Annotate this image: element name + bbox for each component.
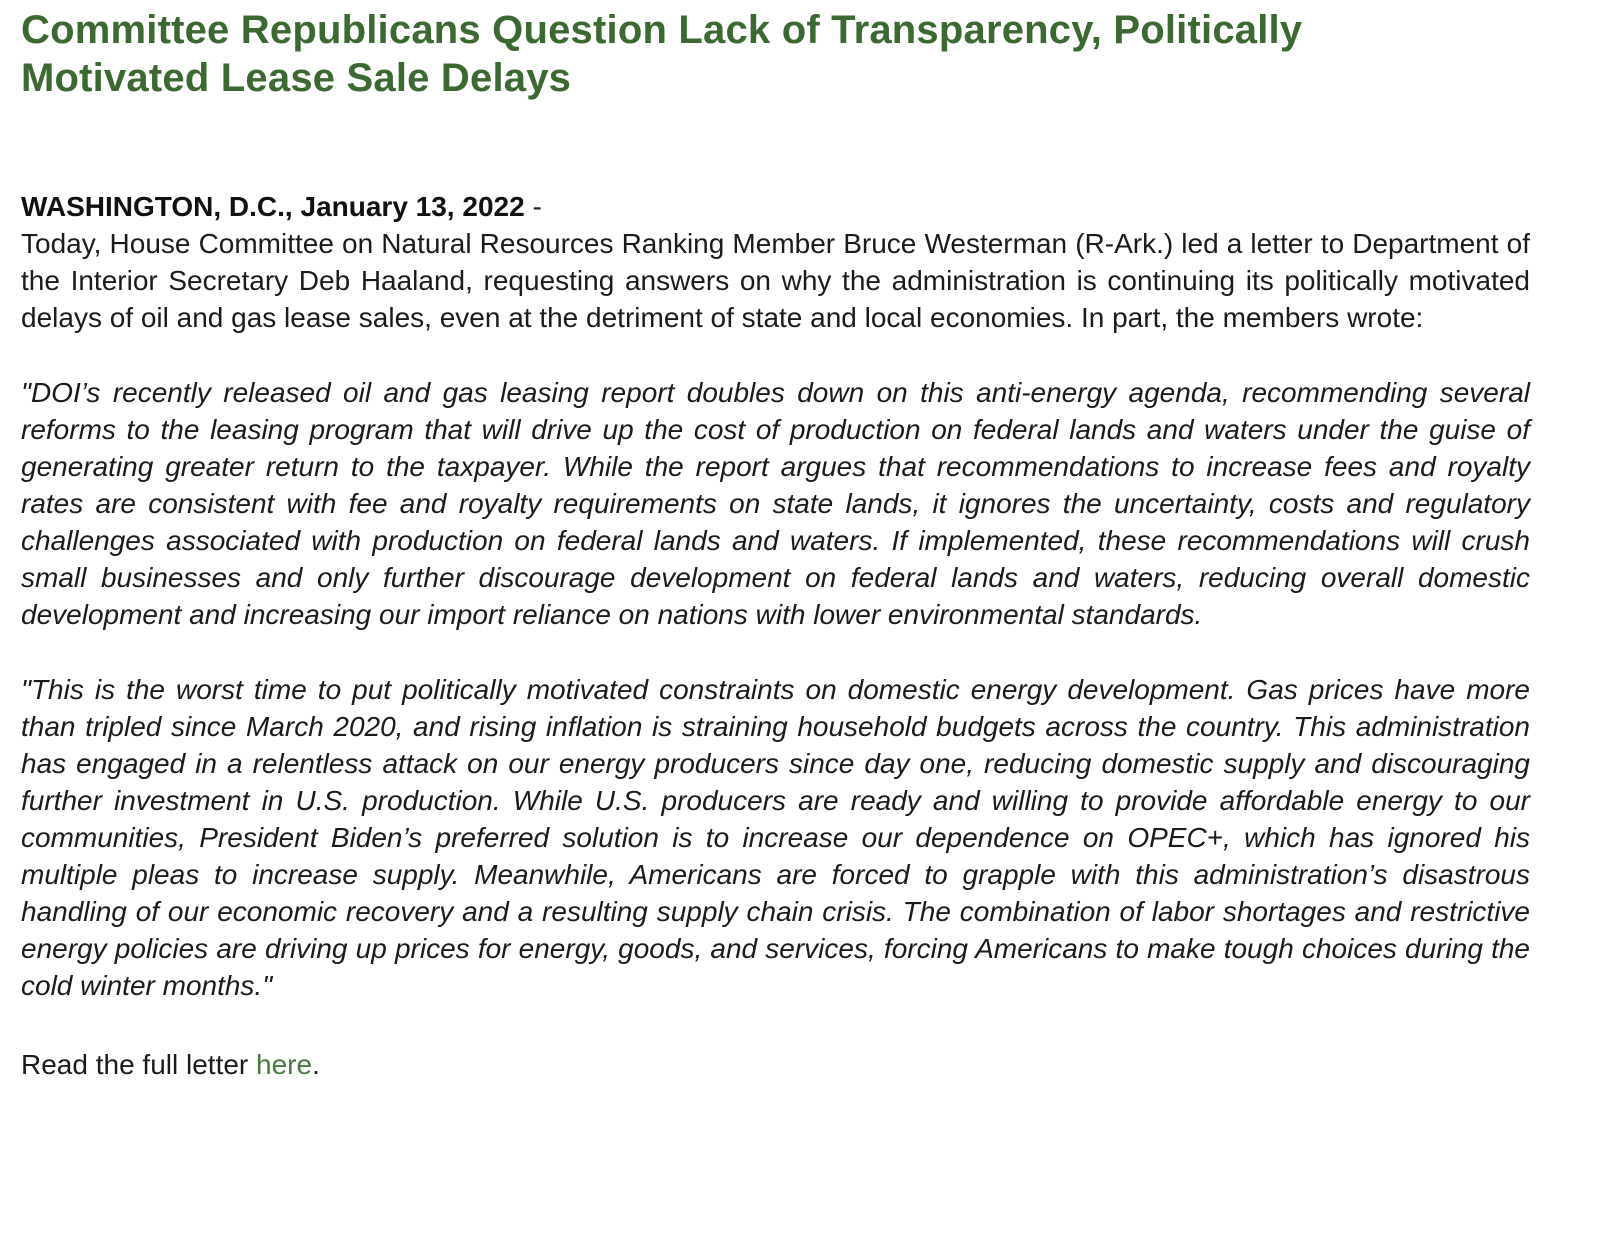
- quote-paragraph-1: "DOI’s recently released oil and gas leasing report doubles down on this anti-energy agenda, recommending several reforms to the leasing program that will drive up the cost of production on federal lands and waters under the guise of generating greater return to the taxpayer. While the report argues that recommendations to increase fees and royalty rates are consistent with fee and royalty requirements on state lands, it ignores the uncertainty, costs and regulatory challenges associated with production on federal lands and waters. If implemented, these recommendations will crush small businesses and only further discourage development on federal lands and waters, reducing overall domestic development and increasing our import reliance on nations with lower environmental standards.: [21, 377, 1530, 630]
- read-letter-line: [21, 1046, 1530, 1083]
- read-letter-period: .: [312, 1049, 320, 1080]
- dateline-separator: -: [532, 191, 542, 222]
- intro-paragraph: Today, House Committee on Natural Resources Ranking Member Bruce Westerman (R-Ark.) led a letter to Department of the Interior Secretary Deb Haaland, requesting answers on why the administration is continuing its politically motivated delays of oil and gas lease sales, even at the detriment of state and local economies. In part, the members wrote:: [21, 228, 1530, 333]
- dateline-line: [21, 188, 1530, 225]
- quote-paragraph-2: "This is the worst time to put politically motivated constraints on domestic energy development. Gas prices have more than tripled since March 2020, and rising inflation is straining household budgets across the country. This administration has engaged in a relentless attack on our energy producers since day one, reducing domestic supply and discouraging further investment in U.S. production. While U.S. producers are ready and willing to provide affordable energy to our communities, President Biden’s preferred solution is to increase our dependence on OPEC+, which has ignored his multiple pleas to increase supply. Meanwhile, Americans are forced to grapple with this administration’s disastrous handling of our economic recovery and a resulting supply chain crisis. The combination of labor shortages and restrictive energy policies are driving up prices for energy, goods, and services, forcing Americans to make tough choices during the cold winter months.": [21, 674, 1530, 1001]
- page-title: [21, 6, 1530, 102]
- page-title-line-2: Motivated Lease Sale Delays: [21, 56, 572, 100]
- page-title-line-1: Committee Republicans Question Lack of Transparency, Politically: [21, 8, 1303, 52]
- read-letter-text: Read the full letter: [21, 1049, 249, 1080]
- full-letter-link[interactable]: here: [256, 1049, 313, 1080]
- dateline: WASHINGTON, D.C., January 13, 2022: [21, 191, 525, 222]
